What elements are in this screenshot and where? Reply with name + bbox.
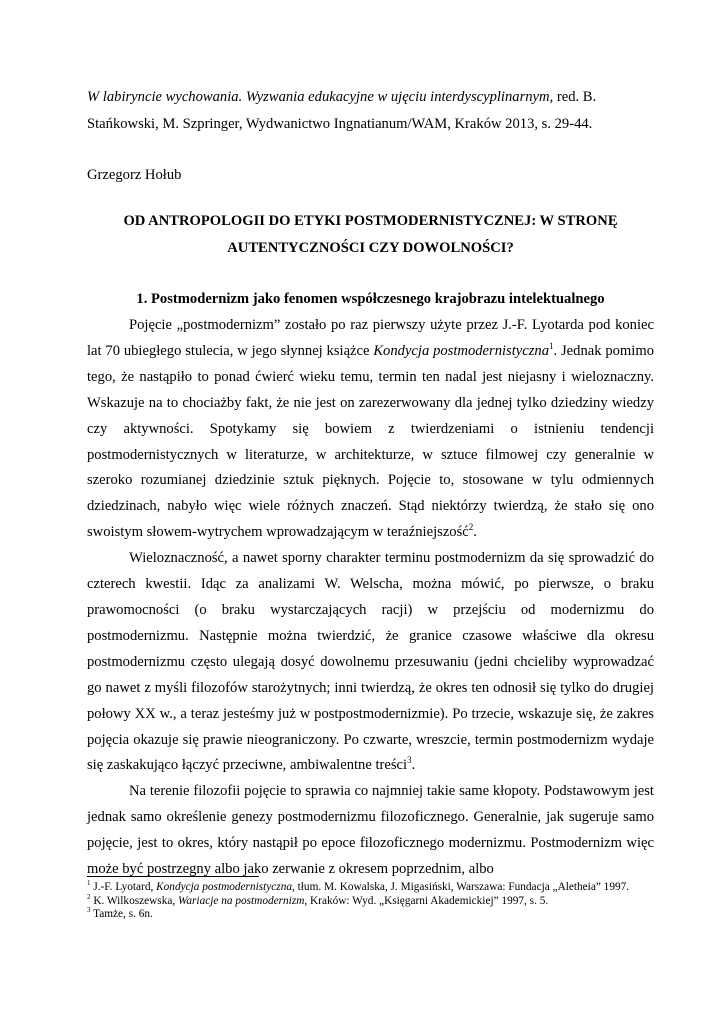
footnote-3-number: 3 (87, 906, 91, 915)
footnote-ref-2[interactable]: 2 (468, 522, 474, 533)
paragraph-1-text-c: . (473, 524, 477, 541)
footnote-2-text-b: , Kraków: Wyd. „Księgarni Akademickiej” 1997, s. 5. (304, 894, 549, 907)
source-details: , red. B. Stańkowski, M. Szpringer, Wydwanictwo Ingnatianum/WAM, Kraków 2013, s. 29-44. (87, 89, 597, 132)
footnote-2 (87, 892, 654, 909)
paragraph-1-text-a: Pojęcie „postmodernizm” zostało po raz pierwszy użyte przez J.-F. Lyotarda pod koniec lat 70 ubiegłego stulecia, w jego słynnej książce (87, 317, 654, 359)
paragraph-1 (87, 313, 654, 546)
footnote-ref-1[interactable]: 1 (549, 341, 554, 352)
footnote-2-number: 2 (87, 892, 91, 901)
paragraph-2-text-a: Wieloznaczność, a nawet sporny charakter terminu postmodernizm da się sprowadzić do czterech kwestii. Idąc za analizami W. Welscha, można mówić, po pierwsze, o braku prawomocności (o braku wystarczających racji) w przejściu od modernizmu do postmodernizmu. Następnie można twierdzić, że granice czasowe właściwe dla okresu postmodernizmu często ulegają dosyć dowolnemu przesuwaniu (jedni chcieliby wyprowadzać go nawet z myśli filozofów starożytnych; inni twierdzą, że okres ten odnosił się tylko do drugiej połowy XX w., a teraz jesteśmy już w postpostmodernizmie). Po trzecie, wskazuje się, że zakres pojęcia okazuje się prawie nieograniczony. Po czwarte, wreszcie, termin postmodernizm wydaje się zaskakująco łączyć przeciwne, ambiwalentne treści (87, 550, 654, 774)
footnote-1 (87, 881, 654, 895)
footnote-3-text: Tamże, s. 6n. (90, 908, 153, 921)
author-name: Grzegorz Hołub (87, 167, 182, 183)
book-title: W labiryncie wychowania. Wyzwania edukacyjne w ujęciu interdyscyplinarnym (87, 89, 550, 105)
source-citation (87, 84, 654, 138)
section-heading: 1. Postmodernizm jako fenomen współczesnego krajobrazu intelektualnego (136, 291, 605, 307)
footnote-1-number: 1 (87, 879, 91, 888)
paragraph-2-text-b: . (411, 757, 416, 774)
article-title: OD ANTROPOLOGII DO ETYKI POSTMODERNISTYCZNEJ: W STRONĘ AUTENTYCZNOŚCI CZY DOWOLNOŚCI? (123, 213, 618, 256)
paragraph-1-text-b: . Jednak pomimo tego, że nastąpiło to ponad ćwierć wieku temu, termin ten nadal jest niejasny i wieloznaczny. Wskazuje na to chociażby fakt, że nie jest on zarezerwowany dla jednej tylko dziedziny wiedzy czy aktywności. Spotykamy się bowiem z twierdzeniami o istnieniu tendencji postmodernistycznych w literaturze, w architekturze, w sztuce filmowej czy generalnie w szeroko rozumianej dziedzinie sztuk pięknych. Pojęcie to, stosowane w tylu odmiennych dziedzinach, nabyło więc wiele różnych znaczeń. Stąd niektórzy twierdzą, że stało się ono swoistym słowem-wytrychem wprowadzającym w teraźniejszość (87, 342, 654, 541)
paragraph-2 (87, 546, 654, 779)
footnote-1-title: Kondycja postmodernistyczna (156, 881, 292, 893)
footnote-2-text-a: K. Wilkoszewska, (90, 894, 179, 907)
paragraph-3: Na terenie filozofii pojęcie to sprawia co najmniej takie same kłopoty. Podstawowym jest jednak samo określenie genezy postmodernizmu filozoficznego. Generalnie, jak sugeruje samo pojęcie, jest to okres, który nastąpił po epoce filozoficznego modernizmu. Postmodernizm więc może być postrzegny albo jako zerwanie z okresem poprzednim, albo (87, 783, 654, 878)
footnote-1-text-a: J.-F. Lyotard, (90, 881, 157, 893)
page-body (87, 84, 654, 883)
paragraph-1-book-title: Kondycja postmodernistyczna (373, 342, 550, 359)
footnote-3 (87, 908, 654, 922)
footnote-2-title: Wariacje na postmodernizm (178, 894, 305, 907)
footnote-separator (87, 876, 259, 877)
footnote-ref-3[interactable]: 3 (407, 755, 412, 766)
footnote-1-text-b: , tłum. M. Kowalska, J. Migasiński, Warszawa: Fundacja „Aletheia” 1997. (292, 881, 630, 893)
footnotes (87, 881, 654, 922)
